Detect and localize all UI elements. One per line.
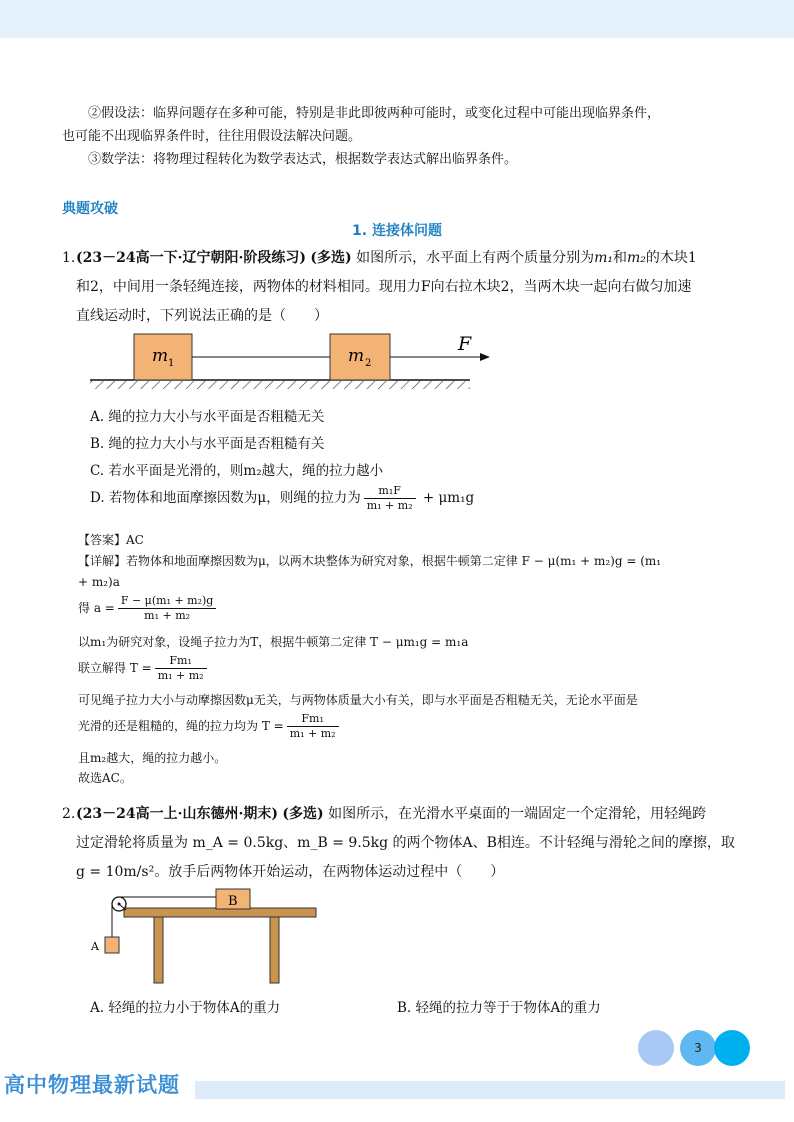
q1-stem-a: 如图所示，水平面上有两个质量分别为 [356, 250, 595, 266]
subsection-title: 1. 连接体问题 [352, 223, 442, 239]
q1-detail-a-fraction [118, 594, 217, 623]
q1-number: 1. [62, 250, 76, 266]
block2-label: m [348, 346, 365, 366]
footer-brand: 高中物理最新试题 [4, 1073, 180, 1097]
q2-option-a: A. 轻绳的拉力小于物体A的重力 [90, 1000, 281, 1016]
q2-number: 2. [62, 806, 76, 822]
q1-stem-line-1 [62, 244, 736, 273]
table-leg-left [154, 917, 163, 983]
block2-subscript: 2 [365, 358, 372, 369]
q2-source: (23－24高一上·山东德州·期末) [76, 806, 278, 822]
q2-tag: (多选) [282, 806, 324, 822]
intro-line-2: 也可能不出现临界条件时，往往用假设法解决问题。 [62, 129, 362, 144]
table-leg-right [270, 917, 279, 983]
q1-option-c: C. 若水平面是光滑的，则m₂越大，绳的拉力越小 [90, 463, 384, 479]
q1-detail-t-prefix: 联立解得 T = [78, 661, 152, 675]
q2-stem-1: 如图所示，在光滑水平桌面的一端固定一个定滑轮，用轻绳跨 [328, 806, 707, 822]
q1-detail-line-8: 且m₂越大，绳的拉力越小。 [78, 751, 227, 765]
q2-figure [86, 885, 326, 985]
q1-stem-line-2: 和2，中间用一条轻绳连接，两物体的材料相同。现用力F向右拉木块2，当两木块一起向右做匀加速 [76, 279, 692, 295]
q1-detail-a-prefix: 得 a = [78, 601, 115, 615]
q2-stem-line-2: 过定滑轮将质量为 m_A = 0.5kg、m_B = 9.5kg 的两个物体A、B相连。不计轻绳与滑轮之间的摩擦，取 [76, 835, 735, 851]
q1-stem-b: 的木块1 [645, 250, 697, 266]
block1-label: m [152, 346, 169, 366]
q1-detail-line-1: 【详解】若物体和地面摩擦因数为μ，以两木块整体为研究对象，根据牛顿第二定律 F − μ(m₁ + m₂)g = (m₁ [78, 554, 662, 568]
q2-stem-line-1 [62, 800, 736, 829]
force-arrowhead [480, 353, 490, 361]
block1-subscript: 1 [168, 358, 175, 369]
q1-detail-a-denominator: m₁ + m₂ [144, 609, 191, 622]
q1-detail-t2-numerator: Fm₁ [287, 712, 339, 727]
q1-detail-line-6: 可见绳子拉力大小与动摩擦因数μ无关，与两物体质量大小有关，即与水平面是否粗糙无关，无论水平面是 [78, 693, 638, 707]
q1-detail-t2-fraction [287, 712, 339, 741]
q1-answer: 【答案】AC [78, 533, 144, 547]
ground-hatch [90, 381, 470, 389]
q1-option-d [90, 484, 474, 513]
page-number: 3 [680, 1030, 716, 1066]
q1-option-d-numerator: m₁F [364, 484, 416, 499]
q1-tag: (多选) [310, 250, 352, 266]
q1-option-d-suffix: + μm₁g [418, 490, 475, 506]
q1-detail-line-5 [78, 654, 738, 683]
q1-stem-line-3: 直线运动时，下列说法正确的是（ ） [76, 308, 328, 324]
header-band [0, 0, 794, 38]
q1-detail-line-7 [78, 712, 738, 741]
q1-detail-t-fraction [155, 654, 207, 683]
q1-option-b: B. 绳的拉力大小与水平面是否粗糙有关 [90, 436, 325, 452]
q1-detail-line-9: 故选AC。 [78, 771, 132, 785]
q1-figure [88, 328, 498, 390]
footer-circle-left [638, 1030, 674, 1066]
q1-and: 和 [613, 250, 628, 266]
q1-detail-t-denominator: m₁ + m₂ [157, 669, 204, 682]
block-a [105, 937, 119, 953]
q1-option-d-prefix: D. 若物体和地面摩擦因数为μ，则绳的拉力为 [90, 490, 361, 506]
q1-option-d-fraction [364, 484, 416, 513]
intro-line-3: ③数学法：将物理过程转化为数学表达式，根据数学表达式解出临界条件。 [88, 152, 518, 167]
block-b-label: B [228, 894, 238, 909]
footer-bar [195, 1081, 785, 1099]
q1-m1: m₁ [594, 250, 614, 266]
q1-source: (23－24高一下·辽宁朝阳·阶段练习) [76, 250, 306, 266]
q1-detail-t2-denominator: m₁ + m₂ [289, 727, 336, 740]
q2-option-b: B. 轻绳的拉力等于于物体A的重力 [397, 1000, 601, 1016]
q1-m2: m₂ [627, 250, 646, 266]
q1-detail-line-3 [78, 594, 738, 623]
q1-option-d-denominator: m₁ + m₂ [366, 499, 413, 512]
q2-stem-line-3: g = 10m/s²。放手后两物体开始运动，在两物体运动过程中（ ） [76, 864, 505, 880]
section-title: 典题攻破 [62, 201, 118, 217]
q1-detail-t2-prefix: 光滑的还是粗糙的，绳的拉力均为 T = [78, 719, 284, 733]
q1-detail-t-numerator: Fm₁ [155, 654, 207, 669]
q1-detail-a-numerator: F − μ(m₁ + m₂)g [118, 594, 217, 609]
q1-detail-line-2: + m₂)a [78, 575, 120, 589]
intro-line-1: ②假设法：临界问题存在多种可能，特别是非此即彼两种可能时，或变化过程中可能出现临界条件， [88, 106, 661, 121]
block-a-label: A [91, 940, 99, 953]
footer-circle-right [714, 1030, 750, 1066]
q1-detail-line-4: 以m₁为研究对象，设绳子拉力为T，根据牛顿第二定律 T − μm₁g = m₁a [78, 635, 469, 649]
q1-option-a: A. 绳的拉力大小与水平面是否粗糙无关 [90, 409, 325, 425]
force-label: F [458, 333, 472, 355]
